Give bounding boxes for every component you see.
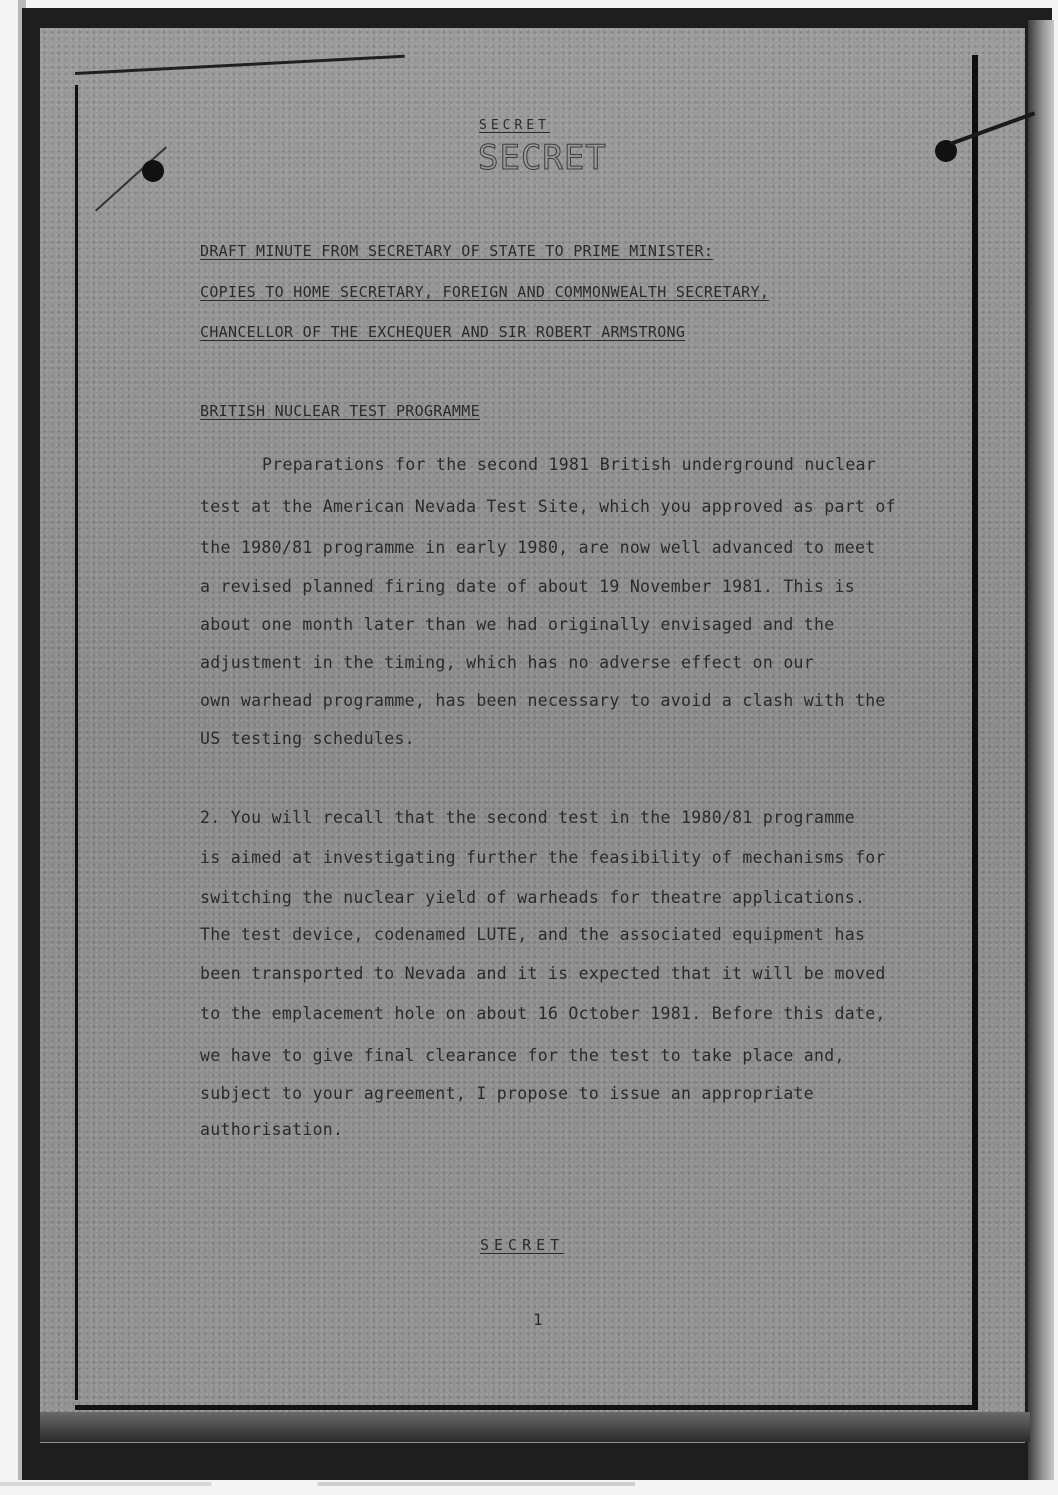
paragraph1-line: test at the American Nevada Test Site, which you approved as part of (200, 497, 896, 516)
page-bottom-shadow (40, 1412, 1030, 1442)
paragraph2-line: 2. You will recall that the second test in the 1980/81 programme (200, 808, 855, 827)
paragraph2-line: authorisation. (200, 1120, 344, 1139)
document-page (40, 28, 1025, 1443)
frame-line-right (972, 55, 978, 1410)
paragraph2-line: The test device, codenamed LUTE, and the associated equipment has (200, 925, 866, 944)
page-number: 1 (533, 1310, 543, 1329)
folder-edge (1028, 20, 1054, 1480)
paragraph2-line: subject to your agreement, I propose to issue an appropriate (200, 1084, 815, 1103)
paragraph2-line: is aimed at investigating further the feasibility of mechanisms for (200, 848, 886, 867)
heading-line-1: DRAFT MINUTE FROM SECRETARY OF STATE TO PRIME MINISTER: (200, 242, 714, 260)
scan-artifact (0, 1482, 1058, 1486)
subject-line: BRITISH NUCLEAR TEST PROGRAMME (200, 402, 480, 420)
heading-line-3: CHANCELLOR OF THE EXCHEQUER AND SIR ROBERT ARMSTRONG (200, 323, 686, 341)
heading-line-2: COPIES TO HOME SECRETARY, FOREIGN AND COMMONWEALTH SECRETARY, (200, 283, 770, 301)
frame-line-left (75, 85, 78, 1400)
classification-top: SECRET (479, 118, 550, 133)
paragraph1-line: adjustment in the timing, which has no adverse effect on our (200, 653, 815, 672)
paragraph1-line: Preparations for the second 1981 British underground nuclear (262, 455, 877, 474)
paragraph1-line: US testing schedules. (200, 729, 415, 748)
frame-line-bottom (75, 1405, 975, 1410)
paragraph2-line: we have to give final clearance for the test to take place and, (200, 1046, 845, 1065)
paragraph1-line: the 1980/81 programme in early 1980, are now well advanced to meet (200, 538, 876, 557)
paragraph2-line: been transported to Nevada and it is expected that it will be moved (200, 964, 886, 983)
secret-stamp: SECRET (478, 138, 607, 178)
punch-hole-left (142, 160, 164, 182)
paragraph1-line: about one month later than we had originally envisaged and the (200, 615, 835, 634)
classification-bottom: SECRET (480, 1236, 565, 1254)
paragraph1-line: a revised planned firing date of about 19 November 1981. This is (200, 577, 855, 596)
paragraph2-line: switching the nuclear yield of warheads for theatre applications. (200, 888, 866, 907)
paragraph1-line: own warhead programme, has been necessary to avoid a clash with the (200, 691, 886, 710)
paragraph2-line: to the emplacement hole on about 16 October 1981. Before this date, (200, 1004, 886, 1023)
